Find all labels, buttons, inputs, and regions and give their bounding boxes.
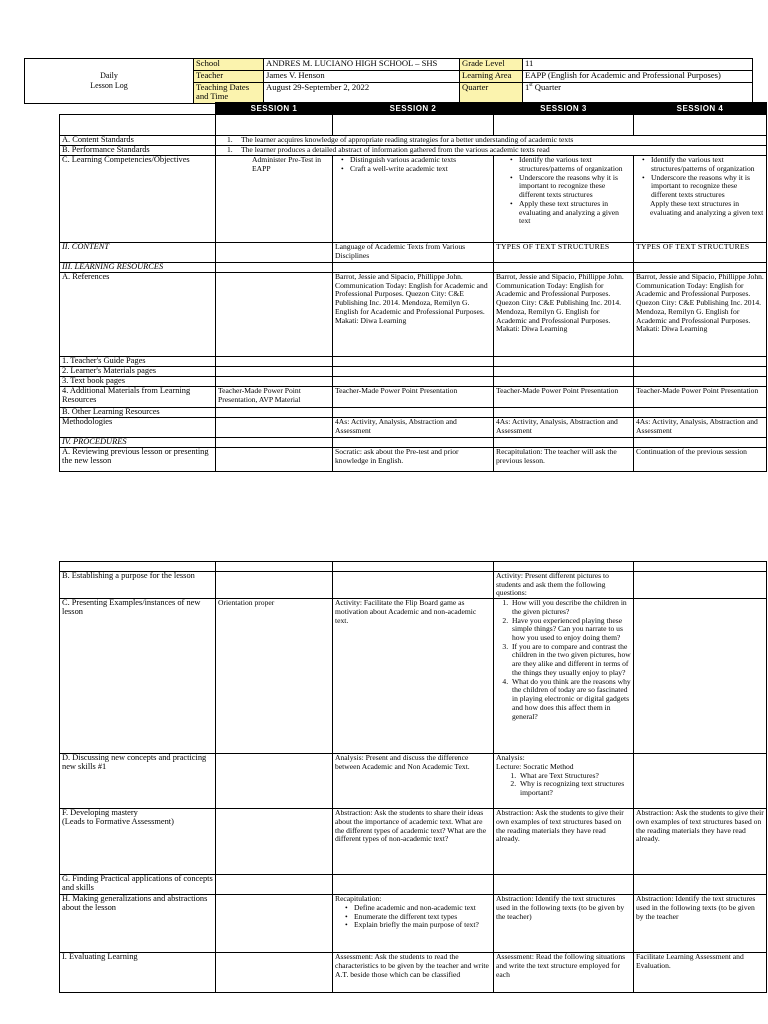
competency-item: • Craft a well-write academic text — [341, 165, 491, 174]
blank-cell — [634, 357, 767, 367]
discussion-question: 2. Why is recognizing text structures important? — [518, 780, 631, 797]
question-item: 3. If you are to compare and contrast the children in the two given pictures, how are they alike and different in terms of the things they usually enjoy to play? — [510, 643, 631, 678]
content-standards-number: 1. — [227, 135, 233, 145]
learners-materials-label: 2. Learner's Materials pages — [60, 367, 216, 377]
blank-cell — [333, 562, 494, 572]
blank-cell — [216, 572, 333, 599]
teaching-dates-value: August 29-September 2, 2022 — [264, 83, 460, 104]
content-session-3: TYPES OF TEXT STRUCTURES — [494, 243, 634, 263]
blank-cell — [216, 263, 333, 273]
performance-standards-value — [216, 146, 767, 156]
blank-cell — [333, 367, 494, 377]
blank-cell — [333, 875, 494, 895]
discussing-session-2: Analysis: Present and discuss the difference between Academic and Non Academic Text. — [333, 754, 494, 809]
blank-cell — [216, 953, 333, 993]
purpose-label: B. Establishing a purpose for the lesson — [60, 572, 216, 599]
developing-mastery-label — [60, 809, 216, 875]
discussing-method: Lecture: Socratic Method — [496, 761, 574, 771]
blank-cell — [216, 895, 333, 953]
grade-level-value: 11 — [523, 59, 753, 71]
blank-cell — [216, 418, 333, 438]
teachers-guide-label: 1. Teacher's Guide Pages — [60, 357, 216, 367]
performance-standards-label: B. Performance Standards — [60, 146, 216, 156]
competency-extra: Apply these text structures in evaluating and analyzing a given text — [650, 198, 764, 217]
blank-cell — [494, 562, 634, 572]
daily-title-line1: Daily — [100, 70, 118, 80]
evaluating-session-4: Facilitate Learning Assessment and Evaluation. — [634, 953, 767, 993]
teacher-value: James V. Henson — [264, 71, 460, 83]
reviewing-session-2: Socratic: ask about the Pre-test and prior knowledge in English. — [333, 448, 494, 472]
content-standards-value — [216, 136, 767, 146]
blank-cell — [216, 273, 333, 357]
other-resources-label: B. Other Learning Resources — [60, 408, 216, 418]
quarter-suffix: st — [529, 83, 533, 89]
lesson-log-header — [24, 58, 753, 104]
developing-mastery-title: F. Developing mastery — [62, 808, 138, 818]
question-item: 2. Have you experienced playing these simple things? Can you narrate to us how you used to enjoy doing them? — [510, 617, 631, 643]
blank-cell — [216, 562, 333, 572]
blank-cell — [634, 875, 767, 895]
presenting-examples-label: C. Presenting Examples/instances of new lesson — [60, 599, 216, 754]
blank-cell — [333, 408, 494, 418]
additional-session-4: Teacher-Made Power Point Presentation — [634, 387, 767, 408]
competency-item: • Apply these text structures in evaluating and analyzing a given text — [510, 200, 631, 226]
presenting-session-1: Orientation proper — [216, 599, 333, 754]
generalizations-label: H. Making generalizations and abstractions about the lesson — [60, 895, 216, 953]
blank-cell — [333, 263, 494, 273]
competencies-label: C. Learning Competencies/Objectives — [60, 156, 216, 243]
recap-item: • Enumerate the different text types — [345, 913, 491, 922]
daily-lesson-log-title — [25, 59, 194, 104]
evaluating-session-3: Assessment: Read the following situations and write the text structure employed for each — [494, 953, 634, 993]
blank-cell — [216, 875, 333, 895]
blank-cell — [216, 243, 333, 263]
blank-cell — [333, 438, 494, 448]
question-item: 4. What do you think are the reasons why the children of today are so fascinated in playing electronic or digital gadgets and how does this affect them in general? — [510, 678, 631, 722]
generalizations-session-2 — [333, 895, 494, 953]
references-label: A. References — [60, 273, 216, 357]
session-2-header: SESSION 2 — [333, 103, 494, 115]
blank-cell — [634, 408, 767, 418]
competency-item: • Distinguish various academic texts — [341, 156, 491, 165]
blank-cell — [494, 438, 634, 448]
daily-title-line2: Lesson Log — [90, 81, 128, 90]
session-1-header: SESSION 1 — [216, 103, 333, 115]
discussing-concepts-label: D. Discussing new concepts and practicing new skills #1 — [60, 754, 216, 809]
references-session-3: Barrot, Jessie and Sipacio, Phillippe John. Communication Today: English for Academic and Professional Purposes. Quezon City: C&E Publishing Inc. 2014. Mendoza, Remilyn G. English for Academic and Professional Purposes. Makati: Diwa Learning — [494, 273, 634, 357]
methodologies-label: Methodologies — [60, 418, 216, 438]
content-standards-label: A. Content Standards — [60, 136, 216, 146]
recap-item: • Define academic and non-academic text — [345, 904, 491, 913]
quarter-text: Quarter — [532, 82, 562, 92]
purpose-session-3: Activity: Present different pictures to students and ask them the following questions: — [494, 572, 634, 599]
blank-cell — [216, 377, 333, 387]
evaluating-session-2: Assessment: Ask the students to read the characteristics to be given by the teacher and write A.T. beside those which can be classified — [333, 953, 494, 993]
blank-cell — [634, 754, 767, 809]
methodologies-session-3: 4As: Activity, Analysis, Abstraction and Assessment — [494, 418, 634, 438]
session-4-header: SESSION 4 — [634, 103, 767, 115]
blank-cell — [333, 357, 494, 367]
blank-cell — [634, 572, 767, 599]
quarter-number: 1 — [525, 82, 530, 92]
blank-cell — [634, 599, 767, 754]
competency-item: • Underscore the reasons why it is important to recognize these different texts structures — [510, 174, 631, 200]
blank-cell — [216, 754, 333, 809]
reviewing-session-4: Continuation of the previous session — [634, 448, 767, 472]
performance-standards-text: The learner produces a detailed abstract of information gathered from the various academic texts read — [241, 145, 550, 155]
performance-standards-number: 1. — [227, 145, 233, 155]
blank-cell — [216, 438, 333, 448]
blank-cell — [494, 115, 634, 136]
learning-area-value: EAPP (English for Academic and Professional Purposes) — [523, 71, 753, 83]
blank-cell — [494, 408, 634, 418]
competencies-session-1: Administer Pre-Test in EAPP — [216, 156, 333, 243]
blank-cell — [216, 448, 333, 472]
content-session-4: TYPES OF TEXT STRUCTURES — [634, 243, 767, 263]
learning-resources-label: III. LEARNING RESOURCES — [60, 263, 216, 273]
quarter-value — [523, 83, 753, 104]
mastery-session-4: Abstraction: Ask the students to give their own examples of text structures based on the reading materials they have read already. — [634, 809, 767, 875]
discussing-session-3 — [494, 754, 634, 809]
blank-cell — [494, 875, 634, 895]
blank-cell — [634, 115, 767, 136]
generalizations-session-3: Abstraction: Identify the text structures used in the following texts (to be given by the teacher) — [494, 895, 634, 953]
school-value: ANDRES M. LUCIANO HIGH SCHOOL – SHS — [264, 59, 460, 71]
references-session-4: Barrot, Jessie and Sipacio, Phillippe John. Communication Today: English for Academic and Professional Purposes. Quezon City: C&E Publishing Inc. 2014. Mendoza, Remilyn G. English for Academic and Professional Purposes. Makati: Diwa Learning — [634, 273, 767, 357]
presenting-session-3 — [494, 599, 634, 754]
blank-cell — [216, 367, 333, 377]
additional-materials-label: 4. Additional Materials from Learning Resources — [60, 387, 216, 408]
recap-heading: Recapitulation: — [335, 894, 382, 904]
blank-cell — [60, 562, 216, 572]
grade-level-label: Grade Level — [460, 59, 523, 71]
competency-item: • Identify the various text structures/patterns of organization — [510, 156, 631, 173]
school-label: School — [194, 59, 264, 71]
evaluating-learning-label: I. Evaluating Learning — [60, 953, 216, 993]
session-header-blank — [60, 103, 216, 115]
blank-cell — [333, 115, 494, 136]
blank-cell — [494, 367, 634, 377]
blank-cell — [216, 115, 333, 136]
page2-lesson-table — [59, 561, 767, 993]
blank-cell — [216, 408, 333, 418]
recap-item: • Explain briefly the main purpose of text? — [345, 921, 491, 930]
blank-cell — [634, 377, 767, 387]
mastery-session-2: Abstraction: Ask the students to share their ideas about the importance of academic text. What are the different types of academic text? What are the different types of non-academic text? — [333, 809, 494, 875]
reviewing-lesson-label: A. Reviewing previous lesson or presenting the new lesson — [60, 448, 216, 472]
blank-cell — [216, 809, 333, 875]
competency-item: • Identify the various text structures/patterns of organization — [642, 156, 764, 173]
textbook-pages-label: 3. Text book pages — [60, 377, 216, 387]
content-label: II. CONTENT — [60, 243, 216, 263]
question-item: 1. How will you describe the children in the given pictures? — [510, 599, 631, 616]
discussing-heading: Analysis: — [496, 753, 525, 763]
methodologies-session-2: 4As: Activity, Analysis, Abstraction and Assessment — [333, 418, 494, 438]
blank-cell — [216, 357, 333, 367]
quarter-label: Quarter — [460, 83, 523, 104]
blank-cell — [494, 263, 634, 273]
teaching-dates-label: Teaching Dates and Time — [194, 83, 264, 104]
generalizations-session-4: Abstraction: Identify the text structures used in the following texts (to be given by the teacher — [634, 895, 767, 953]
additional-session-2: Teacher-Made Power Point Presentation — [333, 387, 494, 408]
blank-cell — [634, 367, 767, 377]
page1-lesson-table — [59, 102, 767, 472]
blank-cell — [634, 562, 767, 572]
competencies-session-4 — [634, 156, 767, 243]
content-standards-text: The learner acquires knowledge of appropriate reading strategies for a better understanding of academic texts — [241, 135, 574, 145]
competencies-session-2 — [333, 156, 494, 243]
blank-cell — [333, 377, 494, 387]
teacher-label: Teacher — [194, 71, 264, 83]
reviewing-session-3: Recapitulation: The teacher will ask the previous lesson. — [494, 448, 634, 472]
session-3-header: SESSION 3 — [494, 103, 634, 115]
competency-item: • Underscore the reasons why it is important to recognize these different texts structures — [642, 174, 764, 200]
practical-applications-label: G. Finding Practical applications of concepts and skills — [60, 875, 216, 895]
blank-cell — [494, 377, 634, 387]
methodologies-session-4: 4As: Activity, Analysis, Abstraction and Assessment — [634, 418, 767, 438]
competencies-session-3 — [494, 156, 634, 243]
blank-cell — [634, 263, 767, 273]
additional-session-3: Teacher-Made Power Point Presentation — [494, 387, 634, 408]
mastery-session-3: Abstraction: Ask the students to give their own examples of text structures based on the reading materials they have read already. — [494, 809, 634, 875]
developing-mastery-subtitle: (Leads to Formative Assessment) — [62, 816, 174, 826]
presenting-session-2: Activity: Facilitate the Flip Board game as motivation about Academic and non-academic text. — [333, 599, 494, 754]
blank-cell — [634, 438, 767, 448]
discussion-question: 1. What are Text Structures? — [518, 772, 631, 781]
blank-cell — [494, 357, 634, 367]
references-session-2: Barrot, Jessie and Sipacio, Phillippe John. Communication Today: English for Academic and Professional Purposes. Quezon City: C&E Publishing Inc. 2014. Mendoza, Remilyn G. English for Academic and Professional Purposes. Makati: Diwa Learning — [333, 273, 494, 357]
additional-session-1: Teacher-Made Power Point Presentation, AVP Material — [216, 387, 333, 408]
blank-row-label — [60, 115, 216, 136]
learning-area-label: Learning Area — [460, 71, 523, 83]
blank-cell — [333, 572, 494, 599]
content-session-2: Language of Academic Texts from Various Disciplines — [333, 243, 494, 263]
procedures-label: IV. PROCEDURES — [60, 438, 216, 448]
